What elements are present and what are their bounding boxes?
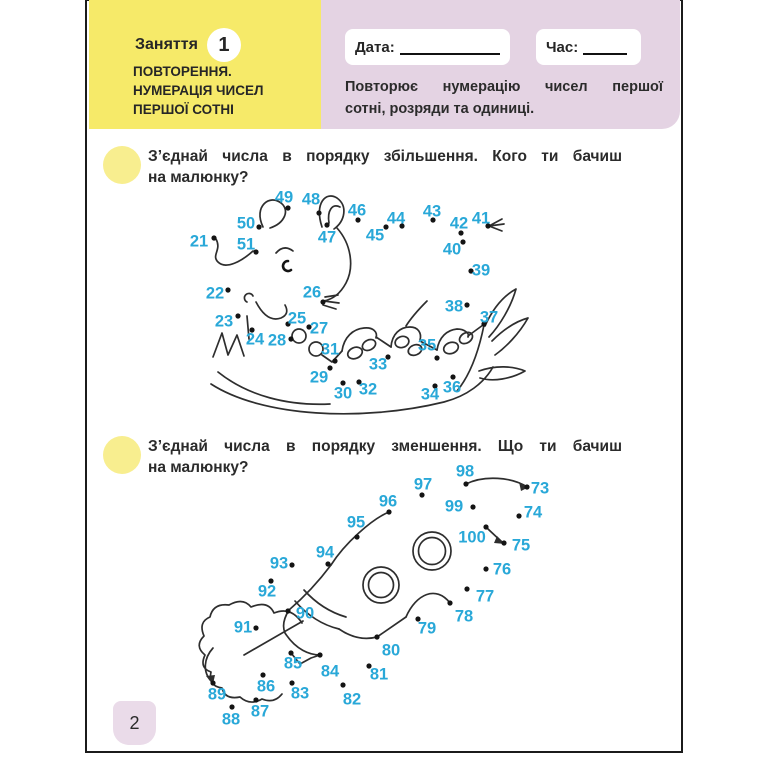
number-label-33: 33	[368, 355, 388, 374]
lesson-label: Заняття	[135, 36, 198, 53]
dot-86[interactable]	[260, 672, 265, 677]
number-label-28: 28	[267, 331, 287, 350]
rocket-arrowheads	[206, 482, 529, 684]
number-label-89: 89	[207, 685, 227, 704]
number-label-25: 25	[287, 309, 307, 328]
dot-88[interactable]	[229, 704, 234, 709]
number-label-22: 22	[205, 284, 225, 303]
number-label-82: 82	[342, 690, 362, 709]
number-label-85: 85	[283, 654, 303, 673]
dot-81[interactable]	[366, 663, 371, 668]
number-label-81: 81	[369, 665, 389, 684]
number-label-42: 42	[449, 214, 469, 233]
dot-83[interactable]	[289, 680, 294, 685]
lesson-description-line-1: Повторює нумерацію чисел першої	[345, 79, 663, 95]
dot-80[interactable]	[374, 634, 379, 639]
number-label-36: 36	[442, 378, 462, 397]
number-label-93: 93	[269, 554, 289, 573]
dot-100[interactable]	[483, 524, 488, 529]
number-label-41: 41	[471, 209, 491, 228]
number-label-38: 38	[444, 297, 464, 316]
number-label-26: 26	[302, 283, 322, 302]
number-label-37: 37	[479, 308, 499, 327]
number-label-46: 46	[347, 201, 367, 220]
number-label-90: 90	[295, 604, 315, 623]
dot-93[interactable]	[289, 562, 294, 567]
exercise-2-prompt-line-1: Зʼєднай числа в порядку зменшення. Що ти бачиш	[148, 438, 622, 455]
number-label-39: 39	[471, 261, 491, 280]
lesson-number-circle: 1	[207, 28, 241, 62]
dot-96[interactable]	[386, 509, 391, 514]
dot-92[interactable]	[268, 578, 273, 583]
number-label-75: 75	[511, 536, 531, 555]
dot-98[interactable]	[463, 481, 468, 486]
number-label-80: 80	[381, 641, 401, 660]
number-label-84: 84	[320, 662, 340, 681]
number-label-78: 78	[454, 607, 474, 626]
number-label-23: 23	[214, 312, 234, 331]
number-label-88: 88	[221, 710, 241, 729]
lesson-description-line-2: сотні, розряди та одиниці.	[345, 101, 535, 117]
dot-97[interactable]	[419, 492, 424, 497]
date-label: Дата:	[355, 38, 395, 56]
number-label-83: 83	[290, 684, 310, 703]
dot-74[interactable]	[516, 513, 521, 518]
number-label-27: 27	[309, 319, 329, 338]
number-label-96: 96	[378, 492, 398, 511]
dot-91[interactable]	[253, 625, 258, 630]
number-label-100: 100	[458, 528, 486, 547]
number-label-30: 30	[333, 384, 353, 403]
number-label-76: 76	[492, 560, 512, 579]
number-label-34: 34	[420, 385, 440, 404]
number-label-44: 44	[386, 209, 406, 228]
number-label-74: 74	[523, 503, 543, 522]
number-label-91: 91	[233, 618, 253, 637]
dot-89[interactable]	[210, 680, 215, 685]
number-label-40: 40	[442, 240, 462, 259]
number-label-43: 43	[422, 202, 442, 221]
number-label-73: 73	[530, 479, 550, 498]
dot-78[interactable]	[447, 600, 452, 605]
dot-99[interactable]	[470, 504, 475, 509]
number-label-50: 50	[236, 214, 256, 233]
number-label-32: 32	[358, 380, 378, 399]
number-label-35: 35	[417, 336, 437, 355]
rocket-drawing	[199, 475, 527, 702]
number-label-94: 94	[315, 543, 335, 562]
exercise-2-prompt-line-2: на малюнку?	[148, 459, 249, 476]
number-label-92: 92	[257, 582, 277, 601]
dot-90[interactable]	[285, 608, 290, 613]
time-label: Час:	[546, 38, 579, 56]
dot-87[interactable]	[253, 697, 258, 702]
lesson-title-line-3: ПЕРШОЇ СОТНІ	[133, 102, 234, 117]
number-label-97: 97	[413, 475, 433, 494]
number-label-51: 51	[236, 235, 256, 254]
number-label-86: 86	[256, 677, 276, 696]
dot-77[interactable]	[464, 586, 469, 591]
dot-73[interactable]	[524, 484, 529, 489]
dot-84[interactable]	[317, 652, 322, 657]
dot-82[interactable]	[340, 682, 345, 687]
number-label-29: 29	[309, 368, 329, 387]
number-label-45: 45	[365, 226, 385, 245]
dot-85[interactable]	[288, 650, 293, 655]
page-number-badge: 2	[113, 701, 156, 745]
number-label-49: 49	[274, 188, 294, 207]
dot-94[interactable]	[325, 561, 330, 566]
number-label-47: 47	[317, 228, 337, 247]
number-label-98: 98	[455, 462, 475, 481]
dot-79[interactable]	[415, 616, 420, 621]
lesson-title-line-2: НУМЕРАЦІЯ ЧИСЕЛ	[133, 83, 264, 98]
number-label-87: 87	[250, 702, 270, 721]
number-label-79: 79	[417, 619, 437, 638]
rocket-dots	[207, 481, 529, 709]
dot-95[interactable]	[354, 534, 359, 539]
number-label-24: 24	[245, 330, 265, 349]
exercise-1-prompt-line-1: Зʼєднай числа в порядку збільшення. Кого ти бачиш	[148, 148, 622, 165]
number-label-99: 99	[444, 497, 464, 516]
exercise-1-prompt-line-2: на малюнку?	[148, 169, 249, 186]
number-label-48: 48	[301, 190, 321, 209]
dot-76[interactable]	[483, 566, 488, 571]
lesson-title-line-1: ПОВТОРЕННЯ.	[133, 64, 232, 79]
number-label-95: 95	[346, 513, 366, 532]
number-label-77: 77	[475, 587, 495, 606]
number-label-21: 21	[189, 232, 209, 251]
dot-75[interactable]	[501, 540, 506, 545]
number-label-31: 31	[320, 340, 340, 359]
